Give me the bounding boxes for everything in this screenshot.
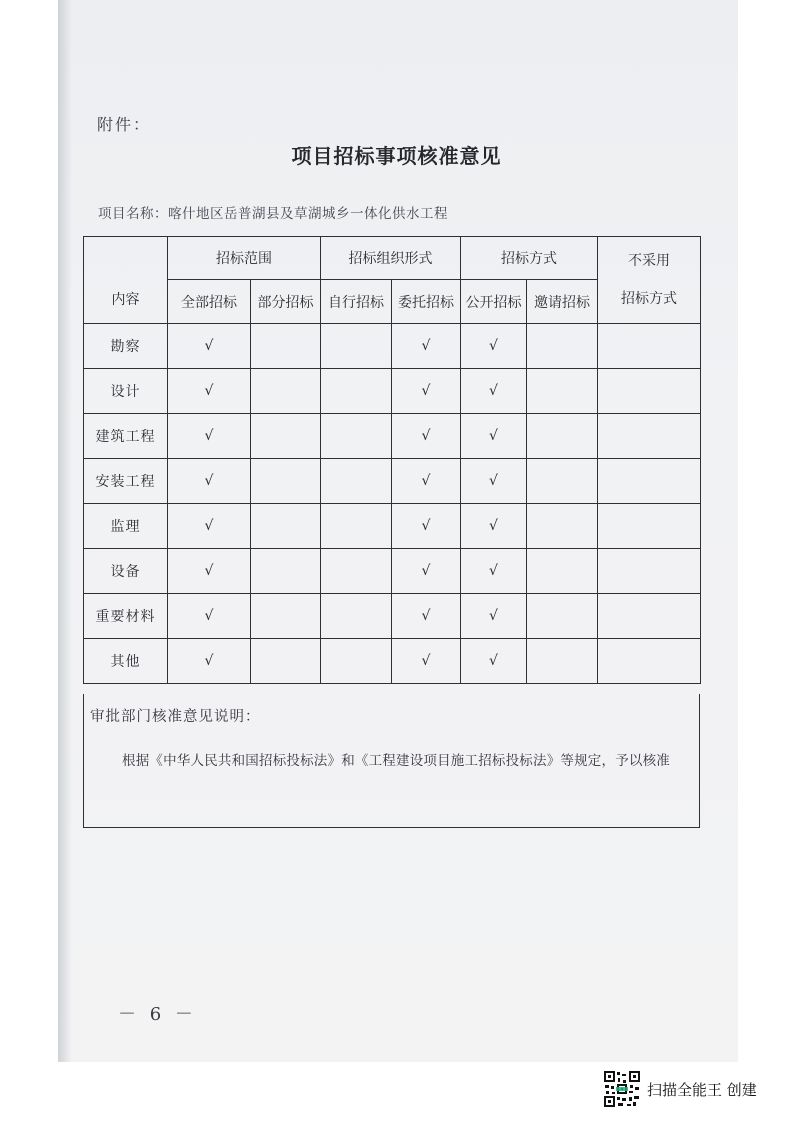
not-adopted-header (598, 237, 701, 324)
cell-partial (251, 639, 321, 684)
cell-partial (251, 594, 321, 639)
cell-entrusted: √ (392, 459, 461, 504)
cell-entrusted: √ (392, 549, 461, 594)
cell-self (321, 324, 392, 369)
scope-header: 招标范围 (168, 237, 321, 280)
cell-entrusted: √ (392, 639, 461, 684)
subheader-entrusted: 委托招标 (392, 280, 461, 324)
table-row (84, 594, 701, 639)
cell-invited (527, 459, 598, 504)
table-row (84, 324, 701, 369)
cell-partial (251, 549, 321, 594)
approval-notes-box (83, 694, 700, 828)
document-title: 项目招标事项核准意见 (291, 144, 502, 168)
cell-entrusted: √ (392, 369, 461, 414)
cell-open: √ (461, 504, 527, 549)
cell-not-adopted (598, 549, 701, 594)
subheader-open: 公开招标 (461, 280, 527, 324)
cell-not-adopted (598, 414, 701, 459)
approval-table (83, 236, 701, 684)
cell-self (321, 639, 392, 684)
row-label: 设备 (84, 549, 168, 594)
qr-code-icon (603, 1070, 641, 1108)
cell-all: √ (168, 459, 251, 504)
cell-not-adopted (598, 459, 701, 504)
page-number: － 6 － (118, 1004, 197, 1025)
row-label: 监理 (84, 504, 168, 549)
cell-open: √ (461, 594, 527, 639)
notes-heading: 审批部门核准意见说明： (90, 709, 261, 725)
subheader-partial: 部分招标 (251, 280, 321, 324)
method-header: 招标方式 (461, 237, 598, 280)
organization-header: 招标组织形式 (321, 237, 461, 280)
cell-self (321, 369, 392, 414)
cell-all: √ (168, 639, 251, 684)
cell-self (321, 504, 392, 549)
cell-partial (251, 504, 321, 549)
scanner-watermark-text: 扫描全能王 创建 (647, 1080, 757, 1099)
cell-self (321, 594, 392, 639)
table-row (84, 459, 701, 504)
cell-open: √ (461, 414, 527, 459)
cell-entrusted: √ (392, 594, 461, 639)
cell-all: √ (168, 594, 251, 639)
cell-invited (527, 549, 598, 594)
row-label: 其他 (84, 639, 168, 684)
row-label: 安装工程 (84, 459, 168, 504)
cell-invited (527, 324, 598, 369)
cell-invited (527, 414, 598, 459)
scanner-watermark (603, 1069, 757, 1109)
subheader-self: 自行招标 (321, 280, 392, 324)
row-label: 勘察 (84, 324, 168, 369)
table-row (84, 369, 701, 414)
cell-entrusted: √ (392, 414, 461, 459)
cell-all: √ (168, 369, 251, 414)
not-adopted-header-line1: 不采用 (628, 253, 670, 269)
cell-all: √ (168, 549, 251, 594)
subheader-invited: 邀请招标 (527, 280, 598, 324)
cell-all: √ (168, 414, 251, 459)
notes-body: 根据《中华人民共和国招标投标法》和《工程建设项目施工招标投标法》等规定，予以核准 (122, 753, 670, 769)
cell-self (321, 414, 392, 459)
cell-not-adopted (598, 504, 701, 549)
cell-entrusted: √ (392, 324, 461, 369)
table-row (84, 639, 701, 684)
table-row (84, 549, 701, 594)
cell-self (321, 459, 392, 504)
cell-invited (527, 504, 598, 549)
table-row (84, 504, 701, 549)
cell-open: √ (461, 639, 527, 684)
cell-invited (527, 639, 598, 684)
row-label: 设计 (84, 369, 168, 414)
row-label: 重要材料 (84, 594, 168, 639)
cell-self (321, 549, 392, 594)
cell-entrusted: √ (392, 504, 461, 549)
cell-partial (251, 414, 321, 459)
cell-not-adopted (598, 369, 701, 414)
cell-invited (527, 369, 598, 414)
cell-all: √ (168, 504, 251, 549)
cell-not-adopted (598, 324, 701, 369)
cell-open: √ (461, 369, 527, 414)
cell-invited (527, 594, 598, 639)
cell-open: √ (461, 549, 527, 594)
cell-open: √ (461, 459, 527, 504)
not-adopted-header-line2: 招标方式 (621, 291, 677, 307)
row-label: 建筑工程 (84, 414, 168, 459)
cell-partial (251, 324, 321, 369)
cell-partial (251, 369, 321, 414)
attachment-label: 附件： (97, 115, 152, 134)
cell-not-adopted (598, 594, 701, 639)
cell-not-adopted (598, 639, 701, 684)
table-row (84, 414, 701, 459)
project-name-line: 项目名称：喀什地区岳普湖县及草湖城乡一体化供水工程 (98, 206, 448, 222)
content-header: 内容 (84, 237, 168, 324)
cell-partial (251, 459, 321, 504)
subheader-all: 全部招标 (168, 280, 251, 324)
cell-all: √ (168, 324, 251, 369)
cell-open: √ (461, 324, 527, 369)
header-row-groups (84, 237, 701, 280)
